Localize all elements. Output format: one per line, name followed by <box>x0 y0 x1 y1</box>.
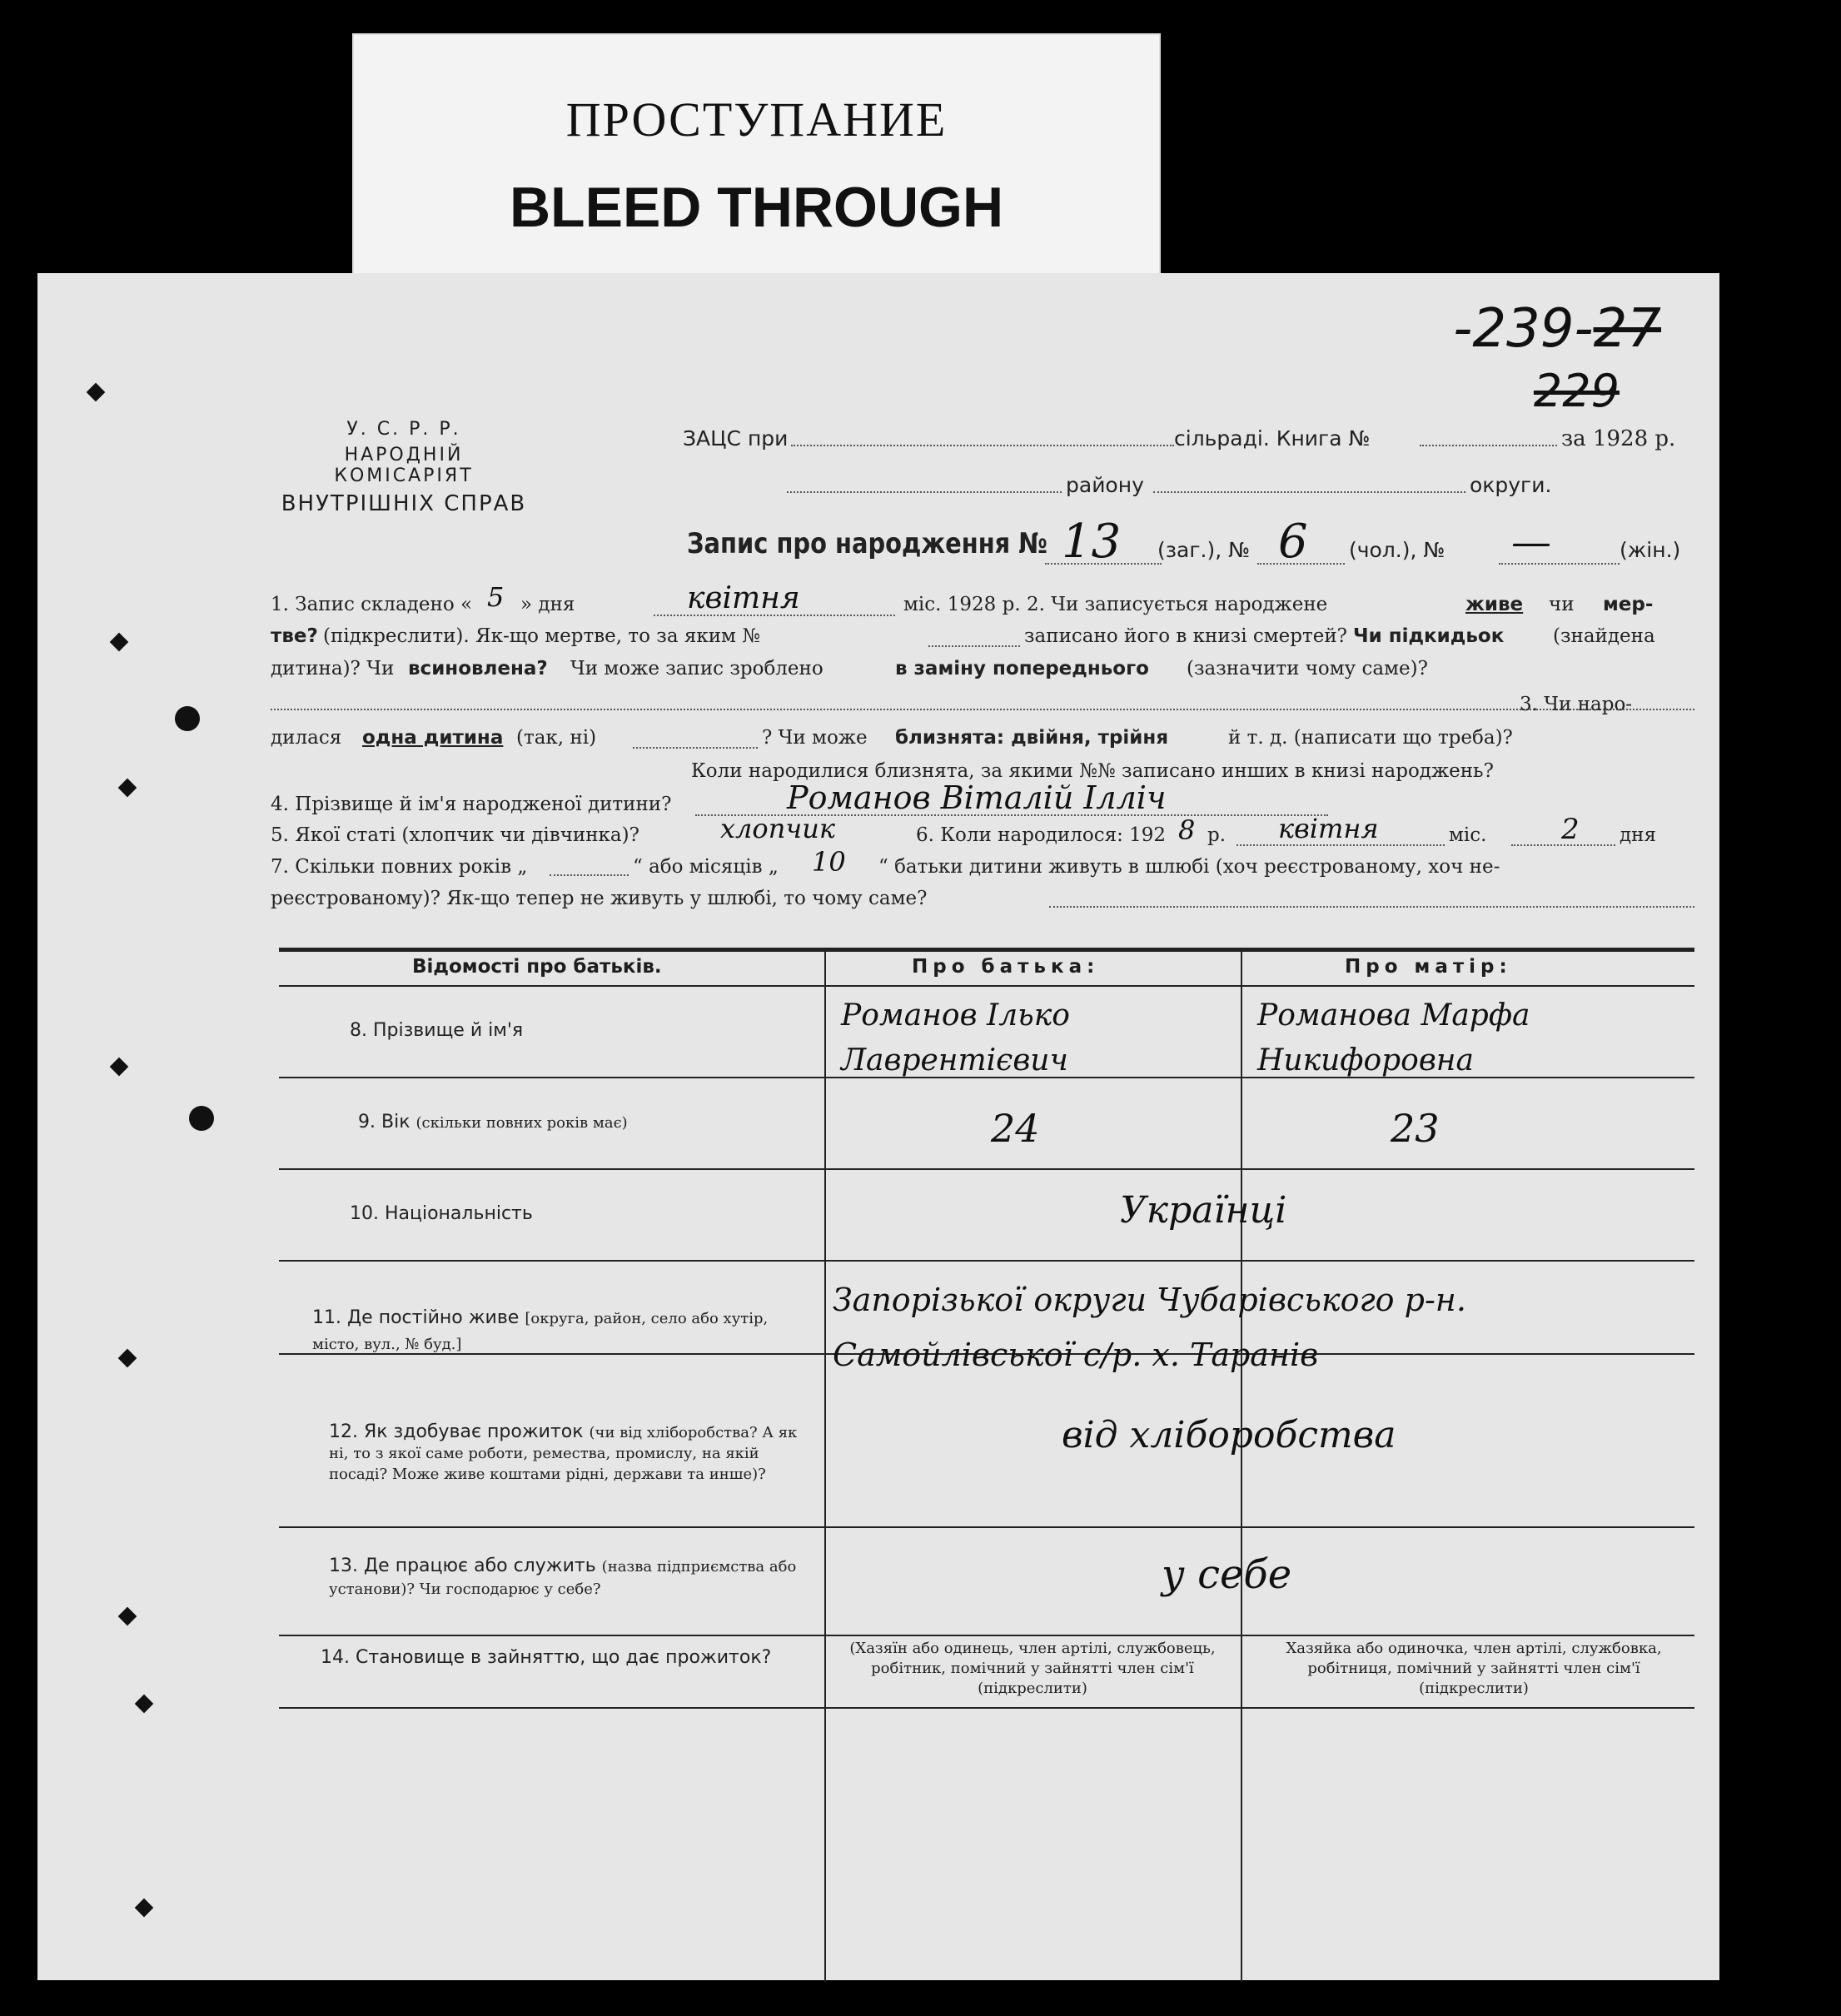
table-top-rule <box>279 948 1694 952</box>
item1-text: 1. Запис складено « <box>271 594 473 615</box>
label-english: BLEED THROUGH <box>509 176 1004 239</box>
twins-question: ? Чи може <box>762 727 868 749</box>
child-name: Романов Віталій Ілліч <box>787 779 1167 816</box>
punch-hole <box>118 1607 137 1626</box>
record-month: квітня <box>687 581 800 615</box>
punch-hole <box>135 1899 154 1918</box>
general-number-label: (заг.), № <box>1157 538 1251 562</box>
item4-text: 4. Прізвище й ім'я народженої дитини? <box>271 794 672 815</box>
table-col-divider <box>824 949 826 1982</box>
row-label-nationality: 10. Національність <box>350 1203 533 1224</box>
item7-months: “ або місяців „ <box>633 856 779 878</box>
row-label-workplace: 13. Де працює або служить (назва підприємства або установи)? Чи господарює у себе? <box>329 1556 797 1598</box>
village-council-label: сільраді. Книга № <box>1174 426 1371 450</box>
workplace: у себе <box>1162 1551 1292 1598</box>
birth-year-digit: 8 <box>1178 814 1196 846</box>
punch-hole <box>118 779 137 798</box>
father-name: Романов Ілько Лаврентієвич <box>841 998 1070 1078</box>
archive-page-number-old: 229 <box>1533 365 1620 417</box>
mother-name: Романова Марфа Никифоровна <box>1257 998 1530 1078</box>
ussr-label: У. С. Р. Р. <box>346 419 461 440</box>
column-father: Про батька: <box>912 956 1100 978</box>
father-age: 24 <box>991 1106 1040 1151</box>
punch-hole <box>135 1695 154 1714</box>
birth-day: 2 <box>1561 813 1580 846</box>
item5-text: 5. Якої статі (хлопчик чи дівчинка)? <box>271 824 639 846</box>
punch-hole <box>175 706 200 731</box>
record-day: 5 <box>487 581 505 613</box>
day-label: дня <box>1620 824 1657 846</box>
month-label: міс. <box>1449 824 1487 846</box>
replacement-text: Чи може запис зроблено <box>570 658 823 679</box>
year-abbr: р. <box>1207 824 1227 846</box>
row-label-age: 9. Вік (скільки повних років має) <box>358 1112 628 1132</box>
commissariat-label: НАРОДНІЙ КОМІСАРІЯТ <box>334 445 474 486</box>
yes-no-note: (так, ні) <box>516 727 597 749</box>
or-label: чи <box>1549 594 1575 615</box>
child-sex: хлопчик <box>720 813 835 844</box>
okrug-label: округи. <box>1470 473 1552 497</box>
record-title: Запис про народження № <box>687 527 1048 560</box>
row-label-residence: 11. Де постійно живе [округа, район, село або хутір, місто, вул., № буд.] <box>312 1307 769 1353</box>
item7-not-married: реєстрованому)? Як-що тепер не живуть у шлюбі, то чому саме? <box>271 888 928 909</box>
single-child-option: одна дитина <box>362 727 504 749</box>
table-col-divider <box>1241 949 1242 1982</box>
district-label: району <box>1066 473 1144 497</box>
mother-age: 23 <box>1391 1106 1440 1151</box>
replacement-label: в заміну попереднього <box>895 658 1149 679</box>
item2-death-book: записано його в книзі смертей? <box>1024 625 1347 647</box>
item2-death-text: (підкреслити). Як-що мертве, то за яким № <box>323 625 761 647</box>
item3-born: дилася <box>271 727 342 749</box>
dead-option: мер- <box>1603 594 1654 615</box>
foundling-note: (знайдена <box>1553 625 1655 647</box>
label-russian: ПРОСТУПАНИЕ <box>565 92 948 147</box>
punch-hole <box>87 383 106 402</box>
punch-hole <box>110 633 129 652</box>
general-number: 13 <box>1062 515 1122 569</box>
item7-years: 7. Скільки повних років „ <box>271 856 528 878</box>
year-label: за 1928 р. <box>1561 426 1676 451</box>
issuing-authority <box>279 419 529 521</box>
male-number-label: (чол.), № <box>1349 538 1445 562</box>
item1-day-label: » дня <box>520 594 575 615</box>
item3-text: 3. Чи наро- <box>1520 694 1633 715</box>
row-label-name: 8. Прізвище й ім'я <box>350 1020 524 1041</box>
mother-employment-options: Хазяйка або одиночка, член артілі, службовка, робітниця, помічний у зайнятті член сім'ї (підкреслити) <box>1286 1640 1662 1697</box>
female-number-label: (жін.) <box>1620 538 1681 562</box>
punch-hole <box>189 1106 214 1131</box>
twins-note: й т. д. (написати що треба)? <box>1228 727 1513 749</box>
punch-hole <box>118 1349 137 1368</box>
nationality: Українці <box>1120 1189 1287 1232</box>
adopted-label: всиновлена? <box>408 658 548 679</box>
live-option: живе <box>1465 594 1524 615</box>
row-label-employment: 14. Становище в зайняттю, що дає прожиток? <box>321 1647 772 1668</box>
row-label-livelihood: 12. Як здобуває прожиток (чи від хліборобства? А як ні, то з якої саме роботи, ремества, промислу, на якій посаді? Може живе коштами рідні, держави та инше)? <box>329 1421 798 1483</box>
replacement-note: (зазначити чому саме)? <box>1187 658 1428 679</box>
livelihood: від хліборобства <box>1062 1414 1396 1456</box>
item7-marriage: “ батьки дитини живуть в шлюбі (хоч реєстрованому, хоч не- <box>878 856 1500 878</box>
residence: Запорізької округи Чубарівського р-н. Самойлівської с/р. х. Таранів <box>833 1282 1466 1373</box>
twins-numbers-text: Коли народилися близнята, за якими №№ записано инших в книзі народжень? <box>691 760 1494 782</box>
archive-page-number: -239-27 <box>1453 298 1661 360</box>
birth-month: квітня <box>1278 813 1379 844</box>
birth-record-form <box>37 273 1719 1980</box>
column-parents-info: Відомості про батьків. <box>412 956 662 978</box>
female-number: — <box>1511 519 1551 565</box>
male-number: 6 <box>1278 515 1308 569</box>
internal-affairs-label: ВНУТРІШНІХ СПРАВ <box>281 491 527 516</box>
item6-text: 6. Коли народилося: 192 <box>916 824 1167 846</box>
adopted-text: дитина)? Чи <box>271 658 395 679</box>
zags-label: ЗАЦС при <box>683 426 789 450</box>
archive-label-card <box>352 33 1161 286</box>
item2-text: міс. 1928 р. 2. Чи записується народжене <box>903 594 1328 615</box>
father-employment-options: (Хазяїн або одинець, член артілі, службовець, робітник, помічний у зайнятті член сім'ї (підкреслити) <box>849 1640 1216 1697</box>
twins-options: близнята: двійня, трійня <box>895 727 1169 749</box>
foundling-label: Чи підкидьок <box>1353 625 1505 647</box>
column-mother: Про матір: <box>1345 956 1512 978</box>
punch-hole <box>110 1058 129 1077</box>
table-header-rule <box>279 985 1694 987</box>
dead-option-cont: тве? <box>271 625 318 647</box>
marriage-months: 10 <box>812 846 846 878</box>
